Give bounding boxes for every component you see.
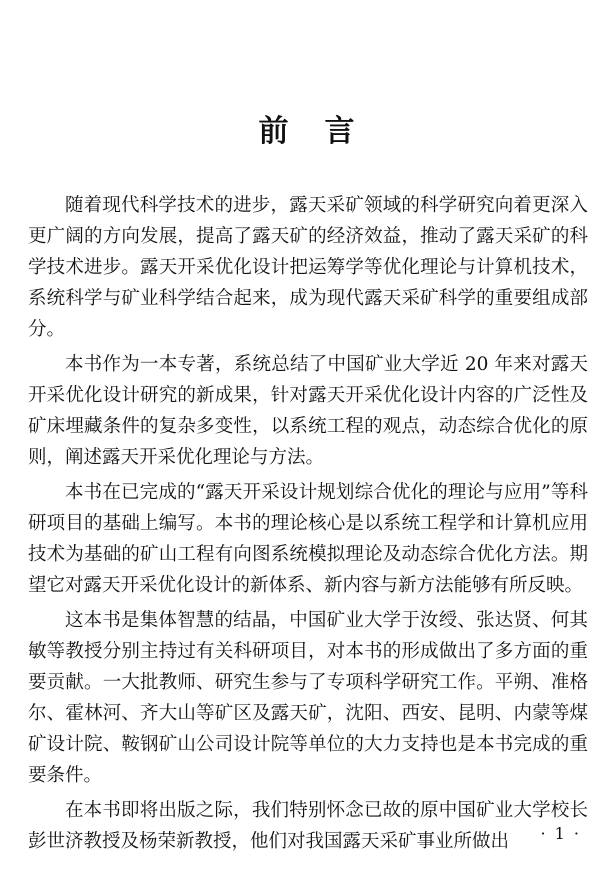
paragraph-1: 随着现代科学技术的进步，露天采矿领域的科学研究向着更深入更广阔的方向发展，提高了露天矿的经济效益，推动了露天采矿的科学技术进步。露天开采优化设计把运筹学等优化理论与计算机技术，系统科学与矿业科学结合起来，成为现代露天采矿科学的重要组成部分。 [28,195,588,340]
paragraph-5: 在本书即将出版之际，我们特别怀念已故的原中国矿业大学校长彭世济教授及杨荣新教授，他们对我国露天采矿事业所做出 [28,800,588,852]
page-number: · 1 · [540,824,581,843]
paragraph-3: 本书在已完成的“露天开采设计规划综合优化的理论与应用”等科研项目的基础上编写。本书的理论核心是以系统工程学和计算机应用技术为基础的矿山工程有向图系统模拟理论及动态综合优化方法。期望它对露天开采优化设计的新体系、新内容与新方法能够有所反映。 [28,482,588,596]
page-title: 前言 [258,114,391,149]
preface-body [28,190,588,861]
paragraph-4: 这本书是集体智慧的结晶，中国矿业大学于汝绶、张达贤、何其敏等教授分别主持过有关科研项目，对本书的形成做出了多方面的重要贡献。一大批教师、研究生参与了专项科学研究工作。平朔、准格尔、霍林河、齐大山等矿区及露天矿，沈阳、西安、昆明、内蒙等煤矿设计院、鞍钢矿山公司设计院等单位的大力支持也是本书完成的重要条件。 [28,610,588,786]
paragraph-2: 本书作为一本专著，系统总结了中国矿业大学近 20 年来对露天开采优化设计研究的新成果，针对露天开采优化设计内容的广泛性及矿床埋藏条件的复杂多变性，以系统工程的观点，动态综合优化的原则，阐述露天开采优化理论与方法。 [28,354,588,468]
